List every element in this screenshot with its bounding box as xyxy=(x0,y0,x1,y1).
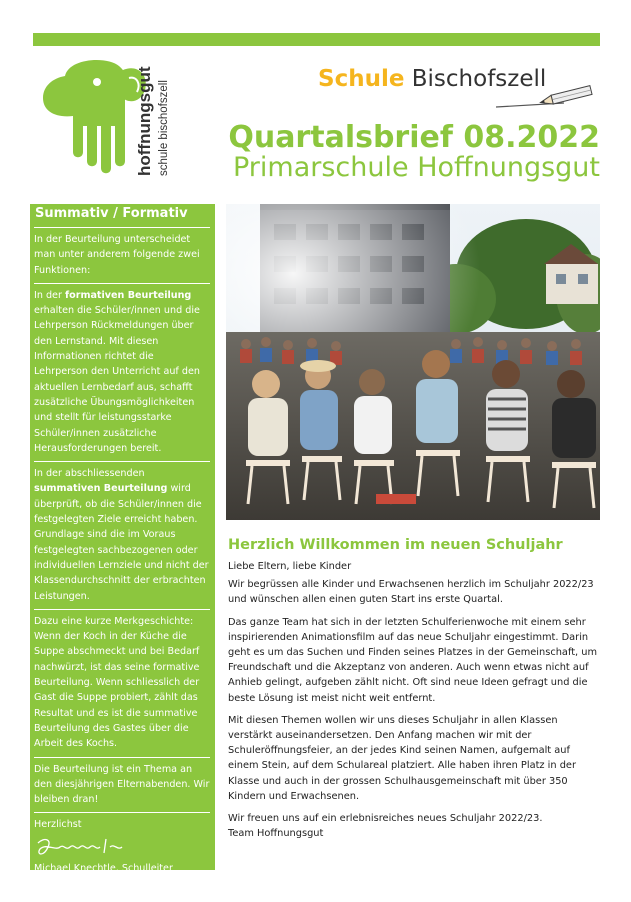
sidebar-paragraph: Die Beurteilung ist ein Thema an den diesjährigen Elternabenden. Wir bleiben dran! xyxy=(34,763,210,806)
sidebar-paragraph: In der abschliessenden summativen Beurteilung wird überprüft, ob die Schüler/innen die festgelegten Ziele erreicht haben. Grundlage sind die im Voraus festgelegten sachbezogenen oder individuellen Lernziele und nicht der Klassendurchschnitt der erbrachten Leistungen. xyxy=(34,468,209,602)
logo-text-sub: schule bischofszell xyxy=(158,80,170,176)
brand-part1: Schule xyxy=(318,66,405,92)
main-article xyxy=(228,536,603,848)
sidebar-paragraph: Dazu eine kurze Merkgeschichte: Wenn der Koch in der Küche die Suppe abschmeckt und bei Bedarf nachwürzt, ist das seine formative Beurteilung. Wenn schliesslich der Gast die Suppe probiert, zählt das Resultat und es ist die summative Beurteilung des Gastes über die Arbeit des Kochs. xyxy=(34,615,200,750)
article-sign: Team Hoffnungsgut xyxy=(228,828,324,840)
page-title: Quartalsbrief 08.2022 xyxy=(228,120,600,155)
sidebar-paragraph: In der formativen Beurteilung erhalten die Schüler/innen und die Lehrperson Rückmeldungen über den Lernstand. Mit diesen Informationen richtet die Lehrperson den Unterricht auf den aktuellen Lernbedarf aus, schafft zusätzliche Übungsmöglichkeiten und stellt für leistungsstarke Schüler/innen zusätzliche Herausforderungen bereit. xyxy=(34,289,200,454)
sidebar-box xyxy=(30,204,215,874)
article-heading: Herzlich Willkommen im neuen Schuljahr xyxy=(228,537,563,553)
page-subtitle: Primarschule Hoffnungsgut xyxy=(233,152,600,183)
sidebar-divider xyxy=(34,609,210,610)
sidebar-divider xyxy=(34,461,210,462)
sidebar-closing: Herzlichst xyxy=(34,819,82,831)
sidebar-divider xyxy=(34,812,210,813)
sidebar-signer: Michael Knechtle, Schulleiter xyxy=(34,862,173,874)
header-bar xyxy=(33,33,600,46)
article-paragraph: Das ganze Team hat sich in der letzten Schulferienwoche mit einem sehr inspirierenden Animationsfilm auf das neue Schuljahr eingestimmt. Darin geht es um das Suchen und Finden seines Platzes in der Gemeinschaft, um Freundschaft und die Akzeptanz von anderen. Auch wenn etwas nicht auf Anhieb gelingt, aufgeben zählt nicht. Oft sind neue Ideen gefragt und die beste Lösung ist meist nicht weit entfernt. xyxy=(228,616,598,704)
sidebar-divider xyxy=(34,757,210,758)
sidebar-divider xyxy=(34,227,210,228)
sidebar-paragraph: In der Beurteilung unterscheidet man unter anderem folgende zwei Funktionen: xyxy=(34,234,200,276)
logo-text-main: hoffnungsgut xyxy=(135,66,154,176)
brand-part2: Bischofszell xyxy=(411,66,547,92)
school-opening-photo xyxy=(226,204,600,520)
logo-wordmark xyxy=(130,60,180,178)
article-paragraph: Wir freuen uns auf ein erlebnisreiches neues Schuljahr 2022/23. xyxy=(228,813,543,825)
signature-icon xyxy=(34,835,164,861)
sidebar-heading: Summativ / Formativ xyxy=(35,206,188,221)
article-greeting: Liebe Eltern, liebe Kinder xyxy=(228,561,352,572)
sidebar-divider xyxy=(34,283,210,284)
pencil-icon xyxy=(494,83,598,111)
article-paragraph: Mit diesen Themen wollen wir uns dieses Schuljahr in allen Klassen verstärkt auseinandersetzen. Den Anfang machen wir mit der Schuleröffnungsfeier, an der jedes Kind seinen Namen, aufgemalt auf einem Stein, auf dem Schulareal platziert. Alle haben ihren Platz in der Klasse und auch in der grossen Schulhausgemeinschaft mit über 350 Kindern und Erwachsenen. xyxy=(228,714,576,802)
article-paragraph: Wir begrüssen alle Kinder und Erwachsenen herzlich im Schuljahr 2022/23 und wünschen allen einen guten Start ins erste Quartal. xyxy=(228,579,594,606)
